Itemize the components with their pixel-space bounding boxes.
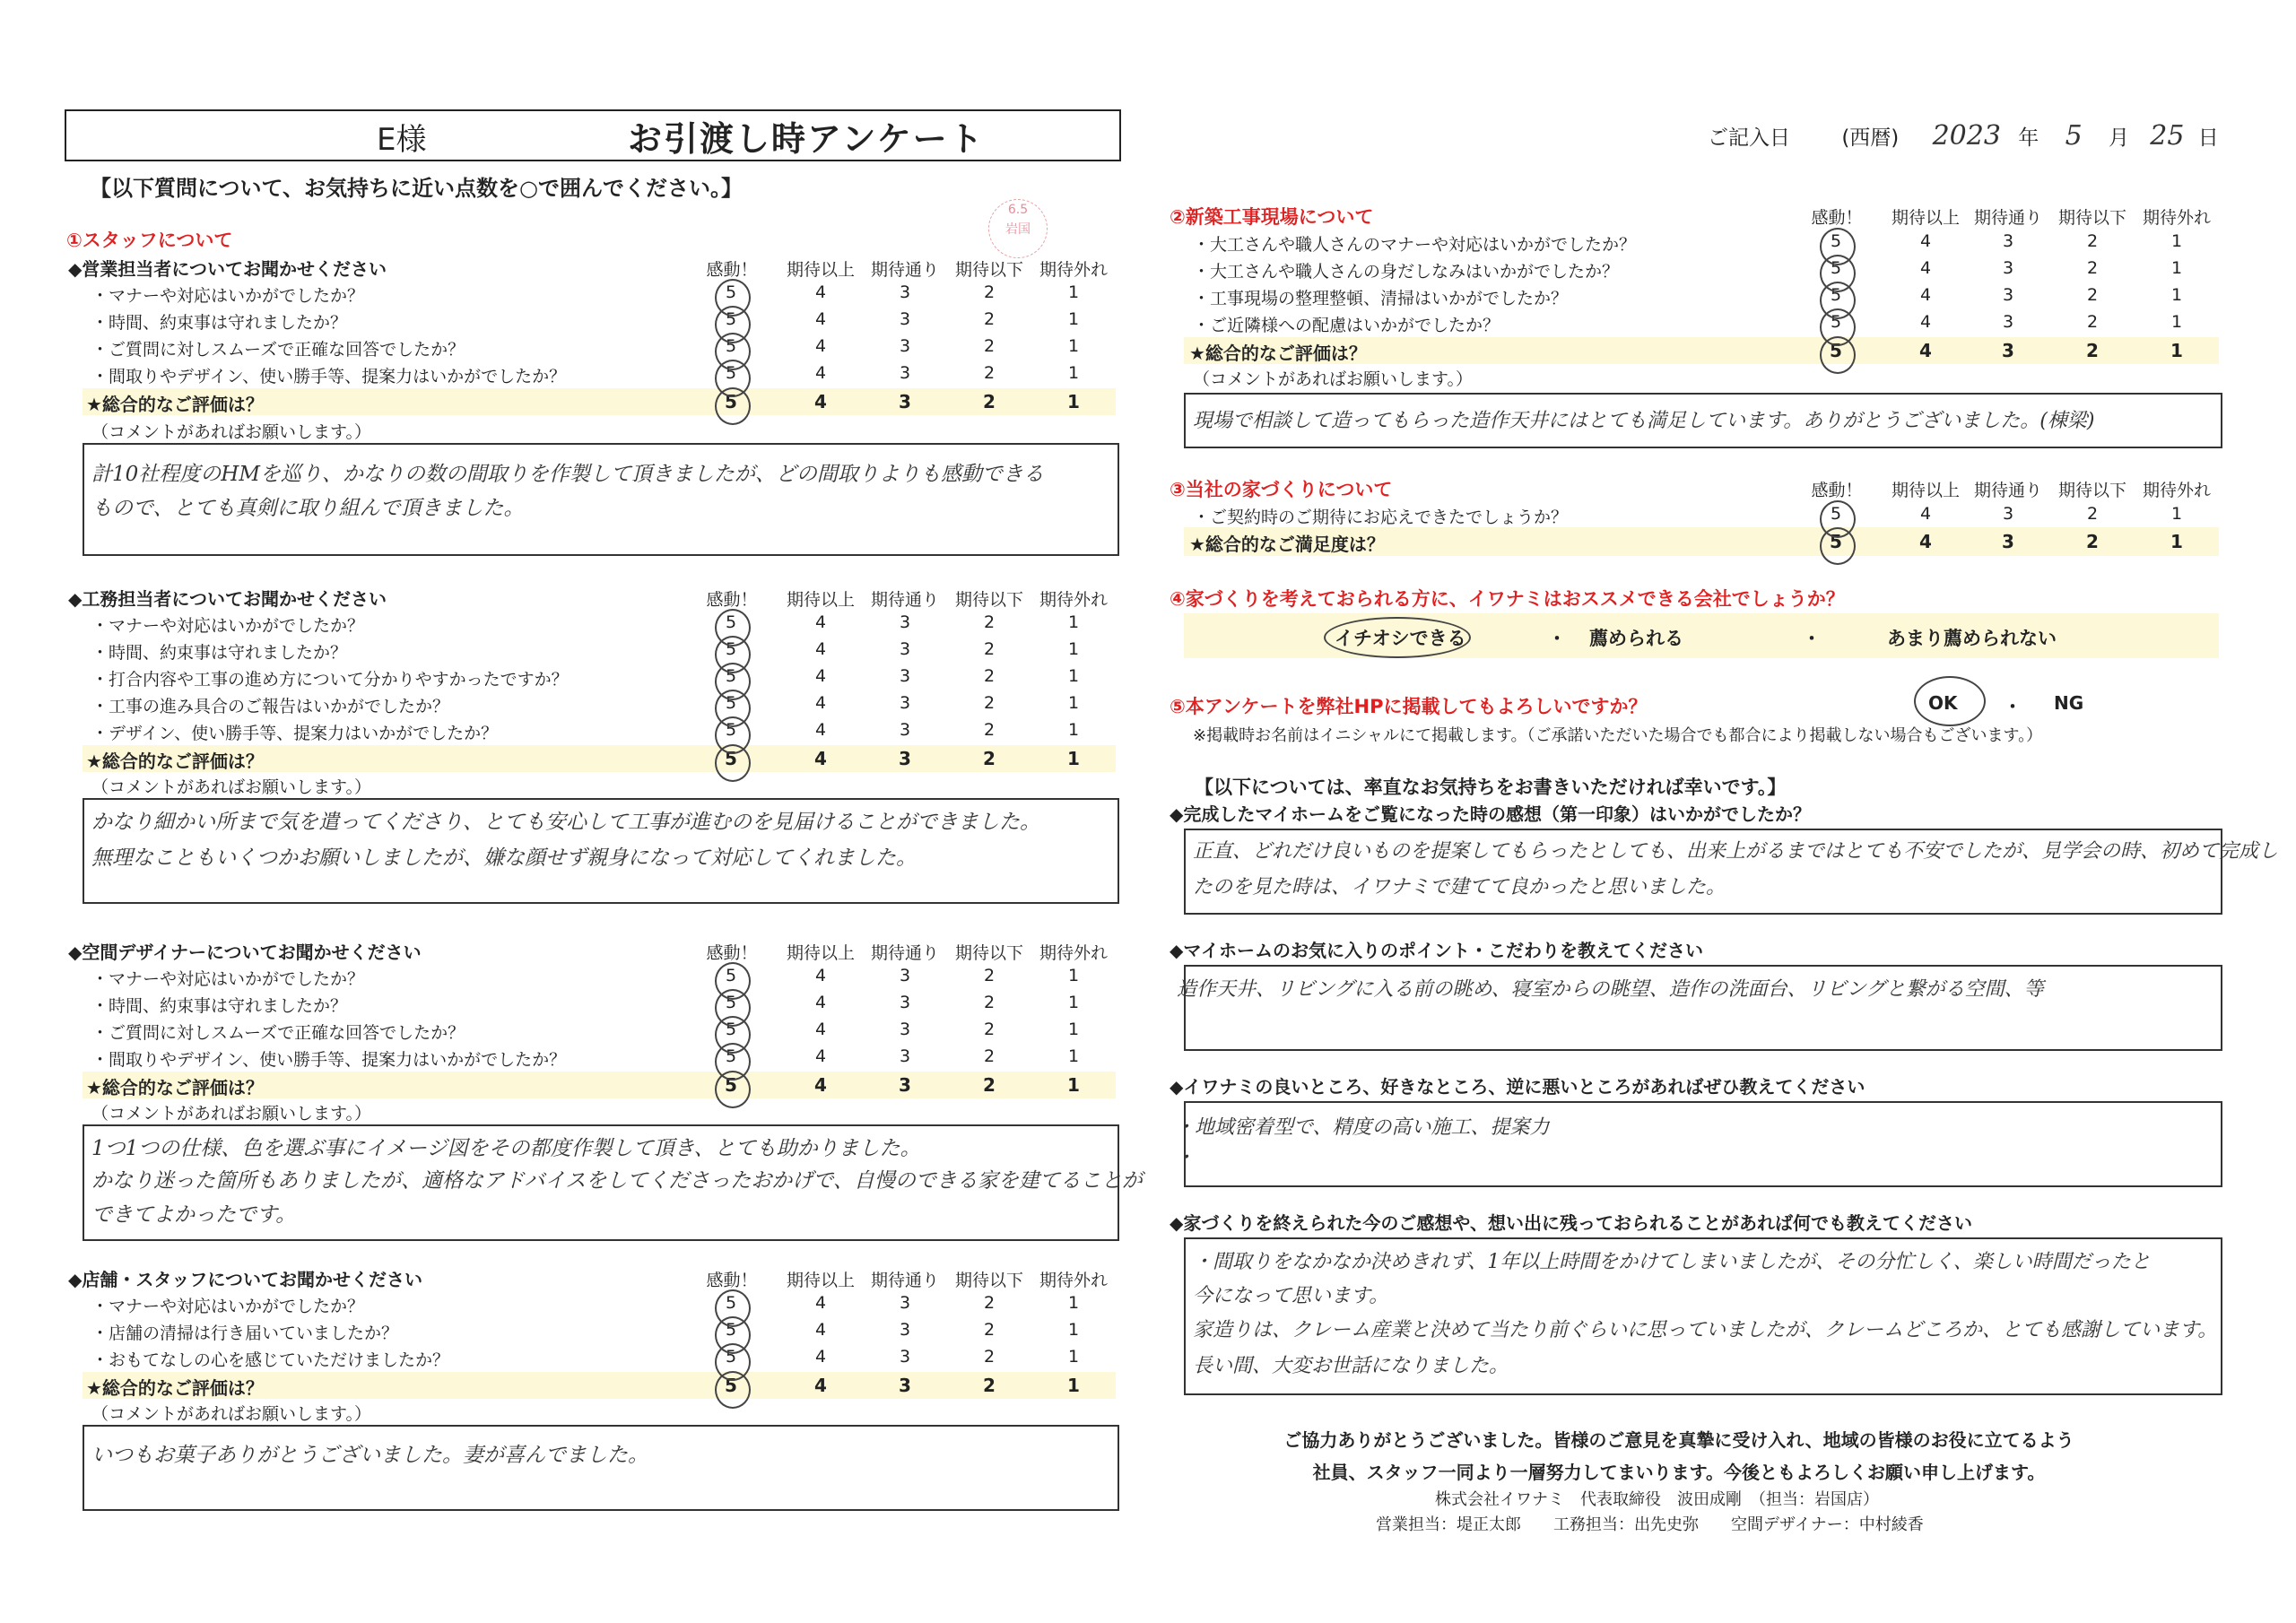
selected-circle	[1324, 617, 1471, 658]
scale-header-4: 期待以上	[786, 1271, 855, 1290]
score-3[interactable]: 3	[899, 1375, 911, 1396]
score-5[interactable]: 5	[1830, 231, 1842, 251]
score-2[interactable]: 2	[983, 639, 996, 659]
recommend-opt3[interactable]: あまり薦められない	[1887, 628, 2057, 649]
score-5[interactable]: 5	[1830, 504, 1842, 524]
score-4[interactable]: 4	[814, 993, 827, 1012]
score-2[interactable]: 2	[983, 282, 996, 302]
score-3[interactable]: 3	[2002, 504, 2014, 524]
scale-header-2: 期待以下	[954, 943, 1023, 963]
section-site-title: ②新築工事現場について	[1170, 206, 1374, 228]
score-3[interactable]: 3	[899, 748, 911, 769]
section-publish-title: ⑤本アンケートを弊社HPに掲載してもよろしいですか？	[1170, 696, 1648, 717]
scale-header-5: 感動！	[1811, 481, 1863, 500]
selected-circle	[715, 1371, 751, 1409]
selected-circle	[715, 387, 751, 425]
designer-comment-line3: できてよかったです。	[91, 1203, 297, 1227]
score-4[interactable]: 4	[814, 391, 827, 412]
score-5[interactable]: 5	[725, 309, 737, 329]
thoughts-line1: ・間取りをなかなか決めきれず、1年以上時間をかけてしまいましたが、その分忙しく、楽しい時間だったと	[1193, 1251, 2151, 1273]
score-4[interactable]: 4	[814, 1347, 827, 1367]
scale-header-1: 期待外れ	[1039, 943, 1108, 963]
score-3[interactable]: 3	[2002, 531, 2014, 552]
scale-header-3: 期待通り	[1973, 481, 2042, 500]
sales-comment-prompt: （コメントがあればお願いします。）	[91, 422, 371, 442]
designer-total-label: ★総合的なご評価は？	[86, 1077, 264, 1098]
score-5[interactable]: 5	[725, 720, 737, 740]
thoughts-line3: 家造りは、クレーム産業と決めて当たり前ぐらいに思っていましたが、クレームどころか、とても感謝しています。	[1193, 1319, 2218, 1341]
score-1[interactable]: 1	[1067, 391, 1080, 412]
score-5[interactable]: 5	[725, 666, 737, 686]
score-3[interactable]: 3	[899, 639, 911, 659]
site-comment-prompt: （コメントがあればお願いします。）	[1193, 369, 1473, 389]
score-3[interactable]: 3	[899, 993, 911, 1012]
site-q3: ・工事現場の整理整頓、清掃はいかがでしたか？	[1193, 289, 1569, 308]
score-1[interactable]: 1	[2170, 340, 2183, 361]
construction-comment-line1: かなり細かい所まで気を遣ってくださり、とても安心して工事が進むのを見届けることができました。	[91, 811, 1040, 834]
score-1[interactable]: 1	[1067, 693, 1080, 713]
scale-header-2: 期待以下	[954, 260, 1023, 280]
scale-header-1: 期待外れ	[1039, 260, 1108, 280]
free-intro: 【以下については、率直なお気持ちをお書きいただければ幸いです。】	[1195, 777, 1787, 798]
store-total-label: ★総合的なご評価は？	[86, 1377, 264, 1399]
scale-header-3: 期待通り	[870, 943, 939, 963]
impression-title: ◆完成したマイホームをご覧になった時の感想（第一印象）はいかがでしたか？	[1170, 803, 1811, 825]
score-3[interactable]: 3	[899, 1046, 911, 1066]
scale-header-4: 期待以上	[1891, 208, 1960, 228]
scale-header-4: 期待以上	[1891, 481, 1960, 500]
selected-circle	[1820, 527, 1856, 565]
scale-header-4: 期待以上	[786, 260, 855, 280]
score-5[interactable]: 5	[725, 282, 737, 302]
store-comment-line1: いつもお菓子ありがとうございました。妻が喜んでました。	[91, 1444, 648, 1467]
store-q1: ・マナーや対応はいかがでしたか？	[91, 1297, 365, 1316]
score-2[interactable]: 2	[983, 363, 996, 383]
score-2[interactable]: 2	[983, 1375, 996, 1396]
scale-header-5: 感動！	[706, 590, 758, 610]
score-1[interactable]: 1	[1067, 1347, 1080, 1367]
score-4[interactable]: 4	[814, 1293, 827, 1313]
score-4[interactable]: 4	[814, 748, 827, 769]
house-q1: ・ご契約時のご期待にお応えできたでしょうか？	[1193, 508, 1569, 527]
score-4[interactable]: 4	[1919, 258, 1932, 278]
score-4[interactable]: 4	[1919, 531, 1932, 552]
score-3[interactable]: 3	[2002, 258, 2014, 278]
score-3[interactable]: 3	[899, 336, 911, 356]
footer-thanks-line2: 社員、スタッフ一同より一層努力してまいります。今後ともよろしくお願い申し上げます。	[1312, 1462, 2046, 1483]
scale-header-1: 期待外れ	[2142, 208, 2211, 228]
publish-ng[interactable]: NG	[2054, 692, 2084, 714]
score-3[interactable]: 3	[2002, 340, 2014, 361]
score-1[interactable]: 1	[2170, 531, 2183, 552]
store-title: ◆店舗・スタッフについてお聞かせください	[68, 1269, 422, 1290]
sales-comment-line2: もので、とても真剣に取り組んで頂きました。	[91, 497, 525, 520]
construction-q1: ・マナーや対応はいかがでしたか？	[91, 616, 365, 636]
publish-dot: ・	[2004, 696, 2022, 717]
score-5[interactable]: 5	[725, 336, 737, 356]
score-5[interactable]: 5	[725, 693, 737, 713]
footer-company: 株式会社イワナミ 代表取締役 波田成剛 （担当：岩国店）	[1435, 1490, 1879, 1509]
goodbad-line2: ・	[1175, 1147, 1196, 1169]
thoughts-line2: 今になって思います。	[1193, 1285, 1389, 1307]
score-4[interactable]: 4	[814, 1020, 827, 1039]
date-year: 2023	[1932, 120, 2001, 152]
footer-thanks-line1: ご協力ありがとうございました。皆様のご意見を真摯に受け入れ、地域の皆様のお役に立てるよう	[1283, 1429, 2074, 1451]
score-4[interactable]: 4	[814, 666, 827, 686]
score-4[interactable]: 4	[1919, 285, 1932, 305]
received-stamp	[988, 199, 1048, 258]
score-3[interactable]: 3	[899, 363, 911, 383]
score-1[interactable]: 1	[1067, 993, 1080, 1012]
score-3[interactable]: 3	[899, 1293, 911, 1313]
score-2[interactable]: 2	[983, 993, 996, 1012]
construction-title: ◆工務担当者についてお聞かせください	[68, 588, 387, 610]
designer-title: ◆空間デザイナーについてお聞かせください	[68, 942, 422, 963]
recommend-opt2[interactable]: 薦められる	[1589, 628, 1683, 649]
scale-header-2: 期待以下	[2057, 481, 2126, 500]
score-4[interactable]: 4	[1919, 340, 1932, 361]
construction-total-label: ★総合的なご評価は？	[86, 751, 264, 772]
construction-q3: ・打合内容や工事の進め方について分かりやすかったですか？	[91, 670, 569, 690]
designer-q3: ・ご質問に対しスムーズで正確な回答でしたか？	[91, 1023, 465, 1043]
scale-header-5: 感動！	[706, 1271, 758, 1290]
score-5[interactable]: 5	[725, 391, 737, 412]
site-q4: ・ご近隣様への配慮はいかがでしたか？	[1193, 316, 1500, 335]
favorite-line1: 造作天井、リビングに入る前の眺め、寝室からの眺望、造作の洗面台、リビングと繋がる空間、等	[1177, 978, 2044, 1001]
sales-comment-line1: 計10社程度のHMを巡り、かなりの数の間取りを作製して頂きましたが、どの間取りよりも感動できる	[91, 463, 1044, 486]
instruction: 【以下質問について、お気持ちに近い点数を○で囲んでください。】	[90, 176, 743, 201]
thoughts-line4: 長い間、大変お世話になりました。	[1193, 1355, 1509, 1377]
score-5[interactable]: 5	[725, 966, 737, 985]
score-5[interactable]: 5	[1830, 258, 1842, 278]
score-5[interactable]: 5	[725, 1320, 737, 1340]
score-4[interactable]: 4	[814, 363, 827, 383]
score-2[interactable]: 2	[983, 1320, 996, 1340]
date-month: 5	[2065, 120, 2083, 152]
score-5[interactable]: 5	[725, 1046, 737, 1066]
score-1[interactable]: 1	[1067, 1375, 1080, 1396]
sales-q2: ・時間、約束事は守れましたか？	[91, 313, 348, 333]
score-1[interactable]: 1	[1067, 748, 1080, 769]
store-q2: ・店舗の清掃は行き届いていましたか？	[91, 1324, 399, 1343]
score-2[interactable]: 2	[2086, 312, 2099, 332]
scale-header-3: 期待通り	[870, 1271, 939, 1290]
score-1[interactable]: 1	[1067, 336, 1080, 356]
recommend-dot2: ・	[1803, 628, 1821, 649]
recommend-dot1: ・	[1548, 628, 1566, 649]
score-3[interactable]: 3	[899, 666, 911, 686]
recommend-opt1[interactable]: イチオシできる	[1335, 628, 1466, 649]
selected-circle	[715, 744, 751, 782]
score-5[interactable]: 5	[725, 1375, 737, 1396]
scale-header-3: 期待通り	[870, 260, 939, 280]
score-5[interactable]: 5	[725, 639, 737, 659]
score-1[interactable]: 1	[2170, 231, 2183, 251]
scale-header-1: 期待外れ	[1039, 1271, 1108, 1290]
score-3[interactable]: 3	[899, 720, 911, 740]
score-2[interactable]: 2	[2086, 231, 2099, 251]
score-3[interactable]: 3	[899, 1320, 911, 1340]
score-4[interactable]: 4	[814, 1074, 827, 1096]
store-q3: ・おもてなしの心を感じていただけましたか？	[91, 1350, 450, 1370]
construction-q2: ・時間、約束事は守れましたか？	[91, 643, 348, 663]
score-2[interactable]: 2	[983, 693, 996, 713]
era-label: (西暦)	[1841, 126, 1900, 150]
score-2[interactable]: 2	[983, 720, 996, 740]
selected-circle	[1820, 336, 1856, 374]
score-1[interactable]: 1	[1067, 720, 1080, 740]
goodbad-line1: ・地域密着型で、精度の高い施工、提案力	[1175, 1116, 1550, 1139]
score-2[interactable]: 2	[2086, 504, 2099, 524]
score-1[interactable]: 1	[1067, 1046, 1080, 1066]
score-2[interactable]: 2	[983, 391, 996, 412]
scale-header-2: 期待以下	[954, 590, 1023, 610]
section-recommend-title: ④家づくりを考えておられる方に、イワナミはおススメできる会社でしょうか？	[1170, 588, 1845, 610]
date-label: ご記入日	[1708, 126, 1790, 150]
year-unit: 年	[2018, 126, 2039, 150]
score-2[interactable]: 2	[983, 748, 996, 769]
scale-header-2: 期待以下	[2057, 208, 2126, 228]
score-2[interactable]: 2	[983, 1020, 996, 1039]
score-5[interactable]: 5	[1830, 340, 1842, 361]
score-5[interactable]: 5	[1830, 531, 1842, 552]
selected-circle	[715, 1071, 751, 1108]
sales-q4: ・間取りやデザイン、使い勝手等、提案力はいかがでしたか？	[91, 367, 567, 386]
construction-q4: ・工事の進み具合のご報告はいかがでしたか？	[91, 697, 450, 716]
score-1[interactable]: 1	[1067, 639, 1080, 659]
score-4[interactable]: 4	[814, 336, 827, 356]
score-3[interactable]: 3	[899, 1347, 911, 1367]
score-4[interactable]: 4	[814, 612, 827, 632]
sales-q3: ・ご質問に対しスムーズで正確な回答でしたか？	[91, 340, 465, 360]
score-3[interactable]: 3	[2002, 231, 2014, 251]
score-3[interactable]: 3	[899, 612, 911, 632]
score-2[interactable]: 2	[2086, 285, 2099, 305]
score-2[interactable]: 2	[983, 612, 996, 632]
score-4[interactable]: 4	[1919, 504, 1932, 524]
score-1[interactable]: 1	[1067, 363, 1080, 383]
score-5[interactable]: 5	[725, 1020, 737, 1039]
score-5[interactable]: 5	[725, 993, 737, 1012]
scale-header-5: 感動！	[706, 943, 758, 963]
score-2[interactable]: 2	[983, 336, 996, 356]
designer-q1: ・マナーや対応はいかがでしたか？	[91, 969, 365, 989]
score-1[interactable]: 1	[1067, 282, 1080, 302]
store-comment-prompt: （コメントがあればお願いします。）	[91, 1404, 371, 1424]
page-title: お引渡し時アンケート	[628, 119, 985, 159]
scale-header-5: 感動！	[706, 260, 758, 280]
score-5[interactable]: 5	[725, 1347, 737, 1367]
scale-header-3: 期待通り	[1973, 208, 2042, 228]
score-2[interactable]: 2	[983, 309, 996, 329]
score-1[interactable]: 1	[2170, 312, 2183, 332]
score-4[interactable]: 4	[814, 1046, 827, 1066]
thoughts-title: ◆家づくりを終えられた今のご感想や、想い出に残っておられることがあれば何でも教えてください	[1170, 1212, 1972, 1234]
favorite-title: ◆マイホームのお気に入りのポイント・こだわりを教えてください	[1170, 940, 1703, 961]
score-1[interactable]: 1	[2170, 258, 2183, 278]
score-3[interactable]: 3	[2002, 285, 2014, 305]
score-2[interactable]: 2	[983, 1074, 996, 1096]
score-2[interactable]: 2	[983, 1293, 996, 1313]
sales-title: ◆営業担当者についてお聞かせください	[68, 258, 387, 280]
house-total-label: ★総合的なご満足度は？	[1189, 534, 1385, 555]
score-4[interactable]: 4	[814, 639, 827, 659]
score-4[interactable]: 4	[814, 282, 827, 302]
sales-total-label: ★総合的なご評価は？	[86, 394, 264, 415]
designer-comment-line1: 1つ1つの仕様、色を選ぶ事にイメージ図をその都度作製して頂き、とても助かりました。	[91, 1137, 921, 1160]
score-2[interactable]: 2	[983, 666, 996, 686]
score-4[interactable]: 4	[814, 966, 827, 985]
scale-header-1: 期待外れ	[2142, 481, 2211, 500]
score-4[interactable]: 4	[1919, 231, 1932, 251]
score-3[interactable]: 3	[2002, 312, 2014, 332]
site-comment-line1: 現場で相談して造ってもらった造作天井にはとても満足しています。ありがとうございました。(棟梁)	[1193, 410, 2095, 432]
score-2[interactable]: 2	[2086, 258, 2099, 278]
score-5[interactable]: 5	[725, 612, 737, 632]
score-5[interactable]: 5	[725, 1293, 737, 1313]
date-row	[1708, 120, 2219, 152]
score-2[interactable]: 2	[983, 1347, 996, 1367]
score-4[interactable]: 4	[1919, 312, 1932, 332]
sales-q1: ・マナーや対応はいかがでしたか？	[91, 286, 365, 306]
month-unit: 月	[2108, 126, 2129, 150]
publish-ok[interactable]: OK	[1928, 692, 1958, 714]
stamp-name: 岩国	[1005, 222, 1031, 237]
construction-q5: ・デザイン、使い勝手等、提案力はいかがでしたか？	[91, 724, 499, 743]
section-staff-title: ①スタッフについて	[66, 230, 233, 251]
impression-line2: たのを見た時は、イワナミで建てて良かったと思いました。	[1193, 876, 1726, 898]
goodbad-title: ◆イワナミの良いところ、好きなところ、逆に悪いところがあればぜひ教えてください	[1170, 1076, 1866, 1098]
section-house-title: ③当社の家づくりについて	[1170, 479, 1393, 500]
score-3[interactable]: 3	[899, 966, 911, 985]
publish-note: ※掲載時お名前はイニシャルにて掲載します。（ご承諾いただいた場合でも都合により掲載しない場合もございます。）	[1193, 726, 2043, 745]
score-1[interactable]: 1	[1067, 1320, 1080, 1340]
score-1[interactable]: 1	[2170, 504, 2183, 524]
score-3[interactable]: 3	[899, 1020, 911, 1039]
score-4[interactable]: 4	[814, 720, 827, 740]
score-3[interactable]: 3	[899, 693, 911, 713]
construction-comment-prompt: （コメントがあればお願いします。）	[91, 777, 371, 797]
score-4[interactable]: 4	[814, 1320, 827, 1340]
scale-header-1: 期待外れ	[1039, 590, 1108, 610]
site-total-label: ★総合的なご評価は？	[1189, 343, 1367, 364]
scale-header-4: 期待以上	[786, 943, 855, 963]
score-3[interactable]: 3	[899, 1074, 911, 1096]
score-4[interactable]: 4	[814, 309, 827, 329]
score-4[interactable]: 4	[814, 1375, 827, 1396]
site-q2: ・大工さんや職人さんの身だしなみはいかがでしたか？	[1193, 262, 1620, 282]
score-4[interactable]: 4	[814, 693, 827, 713]
day-unit: 日	[2197, 126, 2219, 150]
score-5[interactable]: 5	[1830, 312, 1842, 332]
customer-name: E様	[377, 122, 427, 158]
score-3[interactable]: 3	[899, 309, 911, 329]
score-3[interactable]: 3	[899, 391, 911, 412]
score-5[interactable]: 5	[725, 1074, 737, 1096]
designer-comment-line2: かなり迷った箇所もありましたが、適格なアドバイスをしてくださったおかげで、自慢のできる家を建てることが	[91, 1169, 1143, 1193]
footer-staff: 営業担当：堤正太郎 工務担当：出先史弥 空間デザイナー：中村綾香	[1376, 1515, 1924, 1534]
score-1[interactable]: 1	[1067, 612, 1080, 632]
score-1[interactable]: 1	[2170, 285, 2183, 305]
scale-header-2: 期待以下	[954, 1271, 1023, 1290]
score-2[interactable]: 2	[983, 1046, 996, 1066]
stamp-date: 6.5	[1007, 203, 1029, 217]
score-1[interactable]: 1	[1067, 1293, 1080, 1313]
score-1[interactable]: 1	[1067, 966, 1080, 985]
designer-q4: ・間取りやデザイン、使い勝手等、提案力はいかがでしたか？	[91, 1050, 567, 1070]
date-day: 25	[2150, 120, 2185, 152]
score-5[interactable]: 5	[725, 748, 737, 769]
construction-comment-line2: 無理なこともいくつかお願いしましたが、嫌な顔せず親身になって対応してくれました。	[91, 846, 917, 870]
site-q1: ・大工さんや職人さんのマナーや対応はいかがでしたか？	[1193, 235, 1637, 255]
score-1[interactable]: 1	[1067, 1020, 1080, 1039]
designer-comment-prompt: （コメントがあればお願いします。）	[91, 1104, 371, 1124]
score-1[interactable]: 1	[1067, 309, 1080, 329]
impression-line1: 正直、どれだけ良いものを提案してもらったとしても、出来上がるまではとても不安でしたが、見学会の時、初めて完成し	[1193, 840, 2279, 863]
scale-header-5: 感動！	[1811, 208, 1863, 228]
score-5[interactable]: 5	[725, 363, 737, 383]
score-1[interactable]: 1	[1067, 666, 1080, 686]
score-5[interactable]: 5	[1830, 285, 1842, 305]
score-2[interactable]: 2	[2086, 531, 2099, 552]
scale-header-4: 期待以上	[786, 590, 855, 610]
score-3[interactable]: 3	[899, 282, 911, 302]
score-2[interactable]: 2	[983, 966, 996, 985]
score-2[interactable]: 2	[2086, 340, 2099, 361]
scale-header-3: 期待通り	[870, 590, 939, 610]
score-1[interactable]: 1	[1067, 1074, 1080, 1096]
designer-q2: ・時間、約束事は守れましたか？	[91, 996, 348, 1016]
selected-circle	[1914, 676, 1986, 726]
